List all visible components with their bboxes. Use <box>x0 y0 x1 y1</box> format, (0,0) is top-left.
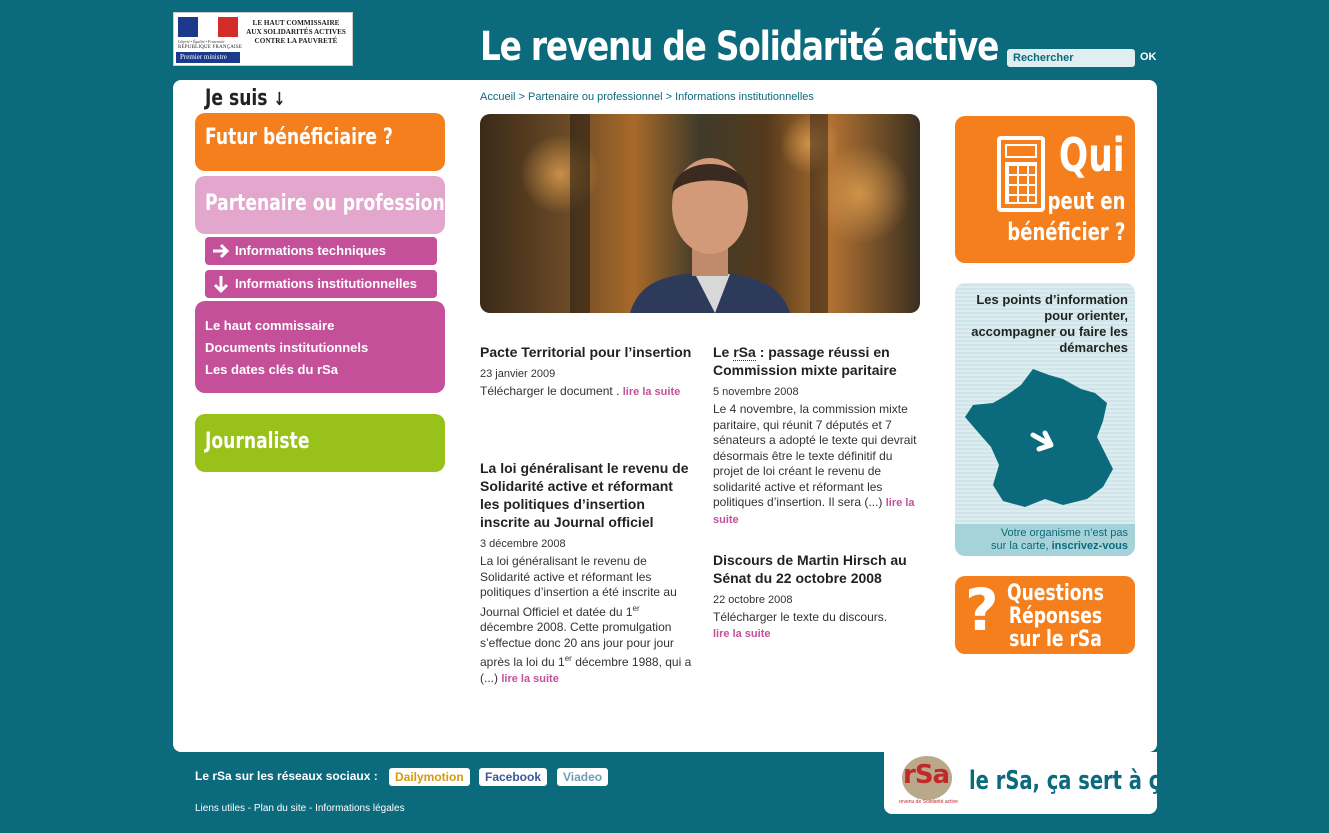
article-title[interactable]: Discours de Martin Hirsch au Sénat du 22 octobre 2008 <box>713 552 907 586</box>
arrow-down-icon: ↓ <box>273 89 286 110</box>
article-date: 22 octobre 2008 <box>713 594 793 606</box>
submenu-informations-institutionnelles[interactable]: Informations institutionnelles <box>205 270 437 298</box>
menu-partenaire-professionnel[interactable]: Partenaire ou professionnel <box>195 176 445 234</box>
article-body: Télécharger le texte du discours. lire la suite <box>713 610 888 640</box>
dailymotion-button[interactable]: Dailymotion <box>389 768 470 786</box>
site-title: Le revenu de Solidarité active <box>480 24 999 70</box>
marianne-flag-icon: Liberté • Égalité • Fraternité RÉPUBLIQUE FRANÇAISE <box>178 17 238 51</box>
article-title[interactable]: Le rSa : passage réussi en Commission mixte paritaire <box>713 344 897 378</box>
search-ok-button[interactable]: OK <box>1140 51 1157 63</box>
article-loi-generalisant <box>480 459 692 687</box>
submenu-links-box <box>195 301 445 393</box>
article-pacte-territorial <box>480 343 692 401</box>
menu-futur-beneficiaire[interactable]: Futur bénéficiaire ? <box>195 113 445 171</box>
article-discours-hirsch <box>713 551 921 642</box>
questions-reponses-button[interactable]: ? Questions Réponses sur le rSa <box>955 576 1135 654</box>
social-networks-label: Le rSa sur les réseaux sociaux : <box>195 769 378 783</box>
je-suis-heading: Je suis ↓ <box>205 86 286 111</box>
article-date: 3 décembre 2008 <box>480 538 566 550</box>
rsa-logo: rSa revenu de Solidarité active <box>899 756 955 806</box>
search-input[interactable] <box>1007 49 1135 67</box>
article-date: 5 novembre 2008 <box>713 386 799 398</box>
rsa-slogan: le rSa, ça sert à ça <box>969 766 1174 796</box>
article-date: 23 janvier 2009 <box>480 368 556 380</box>
footer-links: Liens utiles - Plan du site - Informations légales <box>195 803 405 814</box>
article-body: Le 4 novembre, la commission mixte paritaire, qui réunit 7 députés et 7 sénateurs a adopté le texte qui devrait désormais être le texte définitif du projet de loi créant le revenu de solidarité active et réformant les politiques d’insertion. Il sera (...) lire la suite <box>713 402 917 526</box>
arrow-down-icon <box>211 274 231 294</box>
link-haut-commissaire[interactable]: Le haut commissaire <box>205 318 335 333</box>
read-more-link[interactable]: lire la suite <box>501 672 559 685</box>
breadcrumb-current[interactable]: Informations institutionnelles <box>675 91 814 103</box>
viadeo-button[interactable]: Viadeo <box>557 768 608 786</box>
article-passage-reussi <box>713 343 921 528</box>
government-logo[interactable] <box>173 12 353 66</box>
article-title[interactable]: La loi généralisant le revenu de Solidarité active et réformant les politiques d’insertion inscrite au Journal officiel <box>480 460 689 530</box>
qui-peut-beneficier-button[interactable]: Qui peut en bénéficier ? <box>955 116 1135 263</box>
article-title[interactable]: Pacte Territorial pour l’insertion <box>480 344 692 360</box>
inscrivez-vous-link[interactable]: inscrivez-vous <box>1051 540 1128 552</box>
arrow-right-icon <box>211 241 231 261</box>
france-map-icon <box>963 365 1127 515</box>
link-documents-institutionnels[interactable]: Documents institutionnels <box>205 340 369 355</box>
read-more-link[interactable]: lire la suite <box>713 497 915 526</box>
facebook-button[interactable]: Facebook <box>479 768 547 786</box>
read-more-link[interactable]: lire la suite <box>713 627 771 640</box>
premier-ministre-label: Premier ministre <box>176 52 240 63</box>
link-dates-cles[interactable]: Les dates clés du rSa <box>205 362 338 377</box>
logo-office-text: LE HAUT COMMISSAIRE AUX SOLIDARITÉS ACTIVES CONTRE LA PAUVRETÉ <box>246 19 346 45</box>
question-mark-icon: ? <box>965 576 999 644</box>
submenu-informations-techniques[interactable]: Informations techniques <box>205 237 437 265</box>
breadcrumb: Accueil > Partenaire ou professionnel > Informations institutionnelles <box>480 91 814 103</box>
menu-journaliste[interactable]: Journaliste <box>195 414 445 472</box>
breadcrumb-accueil[interactable]: Accueil <box>480 91 516 103</box>
footer-link-plan-du-site[interactable]: Plan du site <box>253 803 307 814</box>
hero-photo <box>480 114 920 313</box>
rsa-slogan-box[interactable] <box>884 752 1174 814</box>
breadcrumb-partenaire[interactable]: Partenaire ou professionnel <box>528 91 663 103</box>
points-footer: Votre organisme n’est pas sur la carte, inscrivez-vous <box>955 524 1135 556</box>
read-more-link[interactable]: lire la suite <box>622 386 681 398</box>
article-body: Télécharger le document . lire la suite <box>480 384 681 398</box>
article-body: La loi généralisant le revenu de Solidarité active et réformant les politiques d’insertion a été inscrite au Journal Officiel et datée du 1er décembre 2008. Cette promulgation s’effectue donc 20 ans jour pour jour après la loi du 1er décembre 1988, qui a (...) lire la suite <box>480 554 692 685</box>
portrait-illustration <box>480 114 920 313</box>
footer-link-informations-legales[interactable]: Informations légales <box>315 803 405 814</box>
points-information-map[interactable]: Les points d’information pour orienter, accompagner ou faire les démarches Votre organisme n’est pas sur la carte, inscrivez-vous <box>955 283 1135 556</box>
footer-link-liens-utiles[interactable]: Liens utiles <box>195 803 246 814</box>
